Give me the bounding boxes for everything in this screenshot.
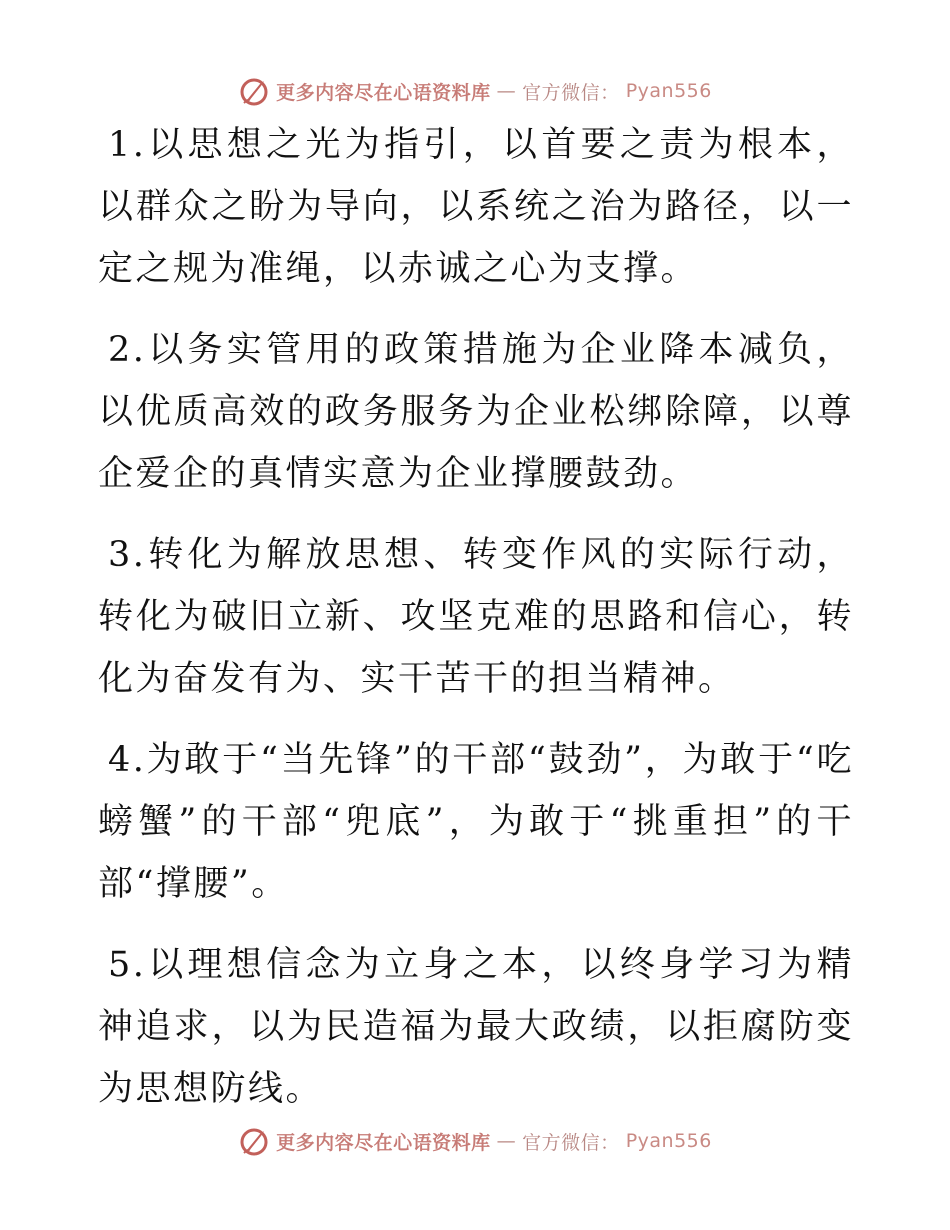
document-body	[98, 114, 854, 1139]
list-item-1	[98, 114, 854, 300]
header-brand: 更多内容尽在心语资料库	[276, 81, 491, 104]
item-text: 转化为解放思想、转变作风的实际行动，转化为破旧立新、攻坚克难的思路和信心，转化为奋发有为、实干苦干的担当精神。	[98, 535, 854, 699]
item-text: 以理想信念为立身之本，以终身学习为精神追求，以为民造福为最大政绩，以拒腐防变为思想防线。	[98, 945, 854, 1109]
item-text: 为敢于“当先锋”的干部“鼓劲”，为敢于“吃螃蟹”的干部“兜底”，为敢于“挑重担”的干部“撑腰”。	[98, 740, 854, 904]
footer-wechat-id: Pyan556	[625, 1130, 712, 1152]
list-item-5	[98, 934, 854, 1120]
footer-separator: —	[496, 1130, 517, 1152]
quill-logo-icon	[238, 75, 270, 107]
header-watermark	[0, 71, 950, 111]
footer-brand: 更多内容尽在心语资料库	[276, 1131, 491, 1154]
item-number: 5.	[108, 945, 147, 985]
list-item-3	[98, 524, 854, 710]
quill-logo-icon	[238, 1125, 270, 1157]
list-item-2	[98, 319, 854, 505]
item-number: 4.	[108, 740, 147, 780]
item-text: 以思想之光为指引，以首要之责为根本，以群众之盼为导向，以系统之治为路径，以一定之规为准绳，以赤诚之心为支撑。	[98, 125, 854, 289]
footer-watermark	[0, 1121, 950, 1161]
footer-official-label: 官方微信：	[522, 1131, 620, 1154]
item-number: 3.	[108, 535, 147, 575]
item-text: 以务实管用的政策措施为企业降本减负，以优质高效的政务服务为企业松绑除障，以尊企爱企的真情实意为企业撑腰鼓劲。	[98, 330, 854, 494]
item-number: 2.	[108, 330, 147, 370]
header-wechat-id: Pyan556	[625, 80, 712, 102]
header-separator: —	[496, 80, 517, 102]
list-item-4	[98, 729, 854, 915]
header-official-label: 官方微信：	[522, 81, 620, 104]
item-number: 1.	[108, 125, 147, 165]
